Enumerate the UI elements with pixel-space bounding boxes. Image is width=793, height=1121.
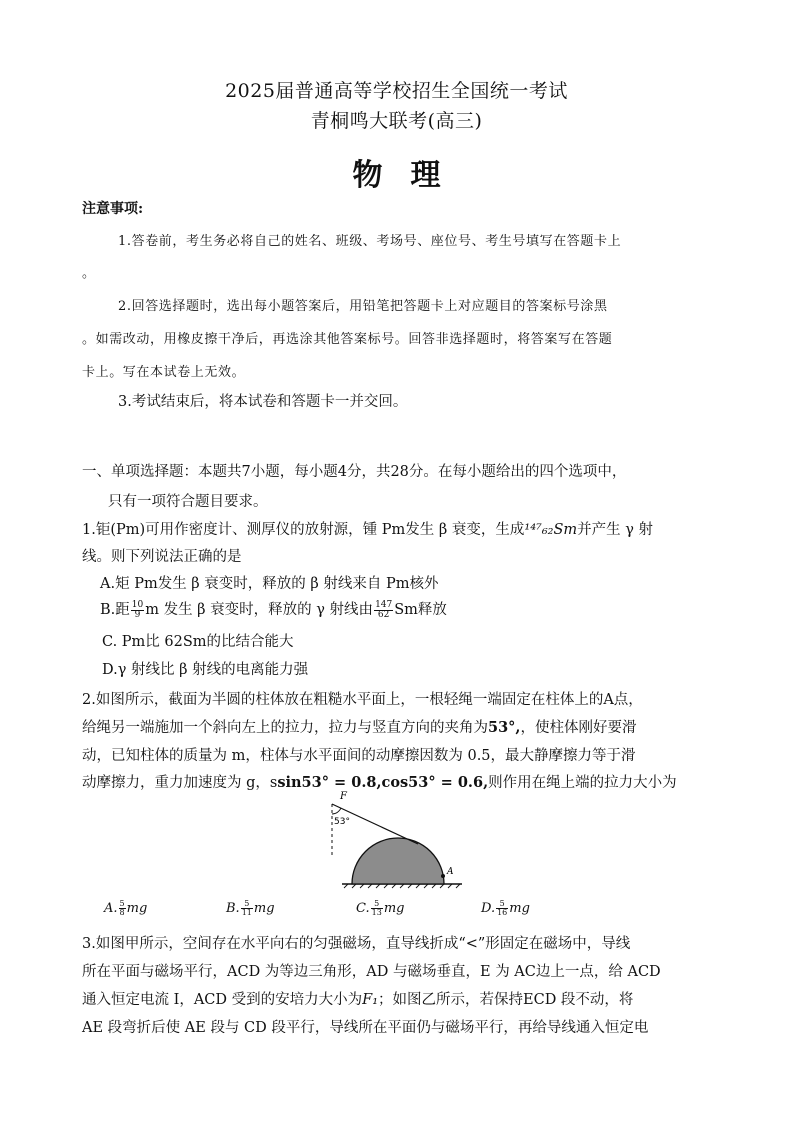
option-prefix: C.	[356, 901, 370, 916]
frac-numerator: 5	[496, 900, 508, 909]
notice-title: 注意事项:	[82, 201, 144, 217]
notice-item-1-tail: 。	[82, 266, 96, 281]
question-3-line3-b: ；如图乙所示，若保持ECD 段不动，将	[378, 992, 634, 1008]
question-1-option-b-a: B.距	[100, 602, 130, 618]
subject-title: 物理	[352, 158, 469, 193]
question-3-line3-a: 通入恒定电流 I，ACD 受到的安培力大小为	[82, 992, 363, 1008]
question-1-option-b-frac2	[374, 601, 393, 620]
question-3-line3	[82, 988, 633, 1009]
question-1-stem-a: 1.钜(Pm)可用作密度计、测厚仪的放射源，锺 Pm发生 β 衰变，生成	[82, 522, 525, 538]
frac-numerator: 10	[131, 599, 144, 610]
question-2-figure	[322, 788, 468, 892]
question-1-stem-line2: 线。则下列说法正确的是	[82, 549, 242, 565]
frac-denominator: 13	[371, 908, 382, 917]
label-f: F	[340, 791, 347, 802]
question-3-line4: AE 段弯折后使 AE 段与 CD 段平行，导线所在平面仍与磁场平行，再给导线通入恒定电	[82, 1020, 649, 1036]
frac-denominator: 16	[497, 908, 508, 917]
question-2-line2-a: 给绳另一端施加一个斜向左上的拉力，拉力与竖直方向的夹角为	[82, 720, 488, 736]
option-frac	[119, 900, 126, 917]
option-frac	[241, 900, 253, 917]
semicircle-cylinder	[352, 838, 444, 884]
question-3-force: F₁	[362, 992, 379, 1008]
option-prefix: B.	[226, 901, 240, 916]
notice-item-3: 3.考试结束后，将本试卷和答题卡一并交回。	[118, 394, 408, 410]
question-2-line2	[82, 716, 636, 737]
question-1-option-c: C. Pm比 62Sm的比结合能大	[102, 634, 294, 650]
option-prefix: A.	[104, 901, 118, 916]
frac-numerator: 147	[375, 599, 393, 610]
frac-numerator: 5	[241, 900, 253, 909]
frac-denominator: 9	[134, 609, 141, 620]
question-2-line3: 动，已知柱体的质量为 m，柱体与水平面间的动摩擦因数为 0.5，最大静摩擦力等于滑	[82, 748, 636, 764]
frac-denominator: 11	[241, 908, 252, 917]
question-1-option-b-b: m 发生 β 衰变时，释放的 γ 射线由	[145, 602, 374, 618]
question-1-stem	[82, 518, 653, 539]
angle-arc	[332, 808, 341, 814]
frac-denominator: 8	[119, 908, 125, 917]
question-1-option-d: D.γ 射线比 β 射线的电离能力强	[102, 662, 309, 678]
section-heading-line2: 只有一项符合题目要求。	[108, 494, 268, 510]
question-2-line1: 2.如图所示，截面为半圆的柱体放在粗糙水平面上，一根轻绳一端固定在柱体上的A点，	[82, 692, 643, 708]
notice-item-2-line2: 。如需改动，用橡皮擦干净后，再选涂其他答案标号。回答非选择题时，将答案写在答题	[82, 332, 613, 347]
option-prefix: D.	[481, 901, 496, 916]
option-suffix: mg	[383, 901, 405, 916]
question-2-line4-a: 动摩擦力，重力加速度为 g，s	[82, 775, 278, 791]
label-angle: 53°	[334, 817, 350, 827]
exam-subtitle: 青桐鸣大联考(高三)	[310, 110, 483, 132]
question-2-option-b	[226, 900, 275, 917]
question-2-line2-b: ，使柱体刚好要滑	[520, 720, 637, 736]
question-1-nuclide: ¹⁴⁷₆₂Sm	[524, 522, 578, 538]
option-frac	[371, 900, 383, 917]
point-a-dot	[441, 874, 445, 878]
frac-numerator: 5	[119, 899, 125, 908]
section-heading: 一、单项选择题：本题共7小题，每小题4分，共28分。在每小题给出的四个选项中，	[82, 464, 627, 480]
option-suffix: mg	[126, 901, 148, 916]
question-2-option-d	[481, 900, 530, 917]
question-1-option-a: A.矩 Pm发生 β 衰变时，释放的 β 射线来自 Pm核外	[100, 576, 439, 592]
question-3-line2: 所在平面与磁场平行，ACD 为等边三角形，AD 与磁场垂直，E 为 AC边上一点，给 ACD	[82, 964, 661, 980]
frac-denominator: 62	[377, 609, 390, 620]
question-2-line4-b: 则作用在绳上端的拉力大小为	[488, 775, 677, 791]
notice-item-1: 1.答卷前，考生务必将自己的姓名、班级、考场号、座位号、考生号填写在答题卡上	[118, 234, 622, 249]
frac-numerator: 5	[371, 900, 383, 909]
option-suffix: mg	[253, 901, 275, 916]
question-3-line1: 3.如图甲所示，空间存在水平向右的匀强磁场，直导线折成“<”形固定在磁场中，导线	[82, 936, 631, 952]
notice-item-2-line3: 卡上。写在本试卷上无效。	[82, 365, 246, 380]
notice-item-2: 2.回答选择题时，选出每小题答案后，用铅笔把答题卡上对应题目的答案标号涂黑	[118, 299, 608, 314]
label-a: A	[447, 867, 454, 877]
question-1-stem-b: 并产生 γ 射	[577, 522, 654, 538]
question-1-option-b-frac	[131, 601, 144, 620]
question-2-angle: 53°,	[488, 719, 521, 736]
question-2-option-c	[356, 900, 404, 917]
option-suffix: mg	[509, 901, 530, 916]
question-2-option-a	[104, 900, 147, 917]
question-2-trig-values: sin53° = 0.8,cos53° = 0.6,	[277, 774, 489, 791]
question-1-option-b-c: Sm释放	[394, 602, 447, 618]
question-1-option-b	[100, 598, 447, 620]
option-frac	[496, 900, 508, 917]
exam-title: 2025届普通高等学校招生全国统一考试	[225, 80, 568, 102]
